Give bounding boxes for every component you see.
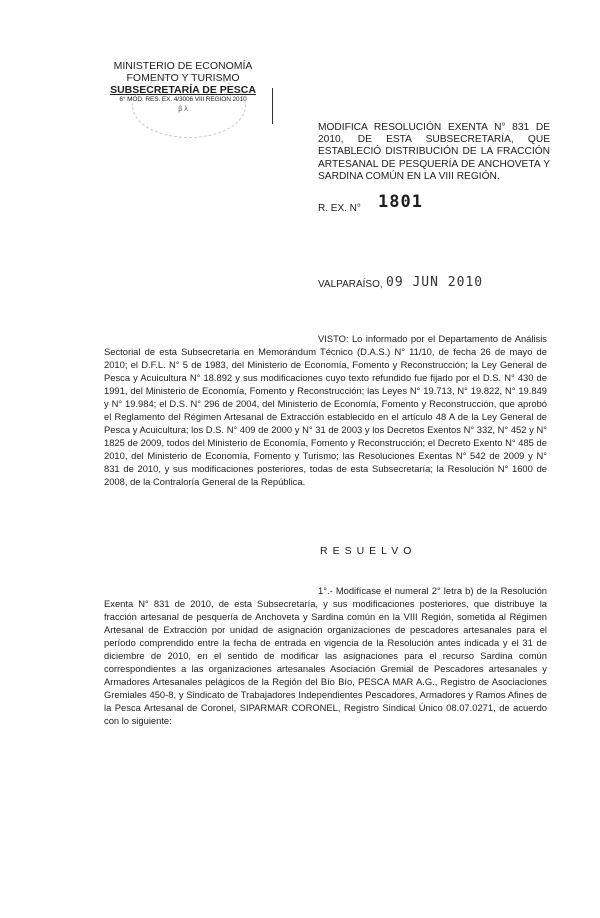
- document-reference: 6° MOD. RES. EX. 4/3006 VIII REGION 2010: [119, 96, 247, 103]
- resolution-label: R. EX. N°: [318, 203, 361, 214]
- official-stamp-icon: [132, 74, 246, 138]
- resolution-paragraph-1: 1°.- Modifícase el numeral 2° letra b) de la Resolución Exenta N° 831 de 2010, de esta Subsecretaría, y sus modificaciones posteriores, que distribuye la fracción artesanal de pesquería de Anchoveta y Sardina común en la VIII Región, sometida al Régimen Artesanal de Extracción por unidad de asignación organizaciones de pescadores artesanales para el período comprendido entre la fecha de entrada en vigencia de la Resolución antes indicada y el 31 de diciembre de 2010, en el sentido de modificar las asignaciones para el recurso Sardina común correspondientes a las organizaciones artesanales Asociación Gremial de Pescadores artesanales y Armadores Artesanales pelágicos de la Región del Bío Bío, PESCA MAR A.G., Registro de Asociaciones Gremiales 450-8, y Sindicato de Trabajadores Independientes Pescadores, Armadores y Ramos Afines de la Pesca Artesanal de Coronel, SIPARMAR CORONEL, Registro Sindical Único 08.07.0271, de acuerdo con lo siguiente:: [104, 585, 547, 726]
- resolution-number: 1801: [378, 192, 423, 212]
- handwritten-mark: β λ: [178, 106, 188, 113]
- subsecretaria-name: SUBSECRETARÍA DE PESCA: [110, 84, 256, 96]
- ministry-department: FOMENTO Y TURISMO: [126, 72, 240, 84]
- ministry-name: MINISTERIO DE ECONOMÍA: [113, 60, 253, 72]
- margin-rule: [272, 88, 273, 124]
- resuelvo-heading: RESUELVO: [320, 545, 417, 557]
- visto-paragraph: VISTO: Lo informado por el Departamento de Análisis Sectorial de esta Subsecretaría en Memorándum Técnico (D.A.S.) N° 11/10, de fecha 26 de mayo de 2010; el D.F.L. N° 5 de 1983, del Ministerio de Economía, Fomento y Reconstrucción; la Ley General de Pesca y Acuicultura N° 18.892 y sus modificaciones cuyo texto refundido fue fijado por el D.S. N° 430 de 1991, del Ministerio de Economía, Fomento y Reconstrucción; las Leyes N° 19.713, N° 19.822, N° 19.849 y N° 19.984; el D.S. N° 296 de 2004, del Ministerio de Economía, Fomento y Reconstrucción, que aprobó el Reglamento del Régimen Artesanal de Extracción establecido en el artículo 48 A de la Ley General de Pesca y Acuicultura; los D.S. N° 409 de 2000 y N° 31 de 2003 y los Decretos Exentos N° 332, N° 452 y N° 1825 de 2009, todos del Ministerio de Economía, Fomento y Reconstrucción; el Decreto Exento N° 485 de 2010, del Ministerio de Economía, Fomento y Turismo; las Resoluciones Exentas N° 542 de 2009 y N° 831 de 2010, y sus modificaciones posteriores, todas de esta Subsecretaría; la Resolución N° 1600 de 2008, de la Contraloría General de la República.: [104, 333, 547, 487]
- resolution-title: MODIFICA RESOLUCIÓN EXENTA N° 831 DE 2010, DE ESTA SUBSECRETARÍA, QUE ESTABLECIÓ DISTRIBUCIÓN DE LA FRACCIÓN ARTESANAL DE PESQUERÍA DE ANCHOVETA Y SARDINA COMÚN EN LA VIII REGIÓN.: [318, 122, 550, 182]
- place-label: VALPARAÍSO,: [318, 279, 383, 290]
- date-stamp: 09 JUN 2010: [386, 275, 484, 290]
